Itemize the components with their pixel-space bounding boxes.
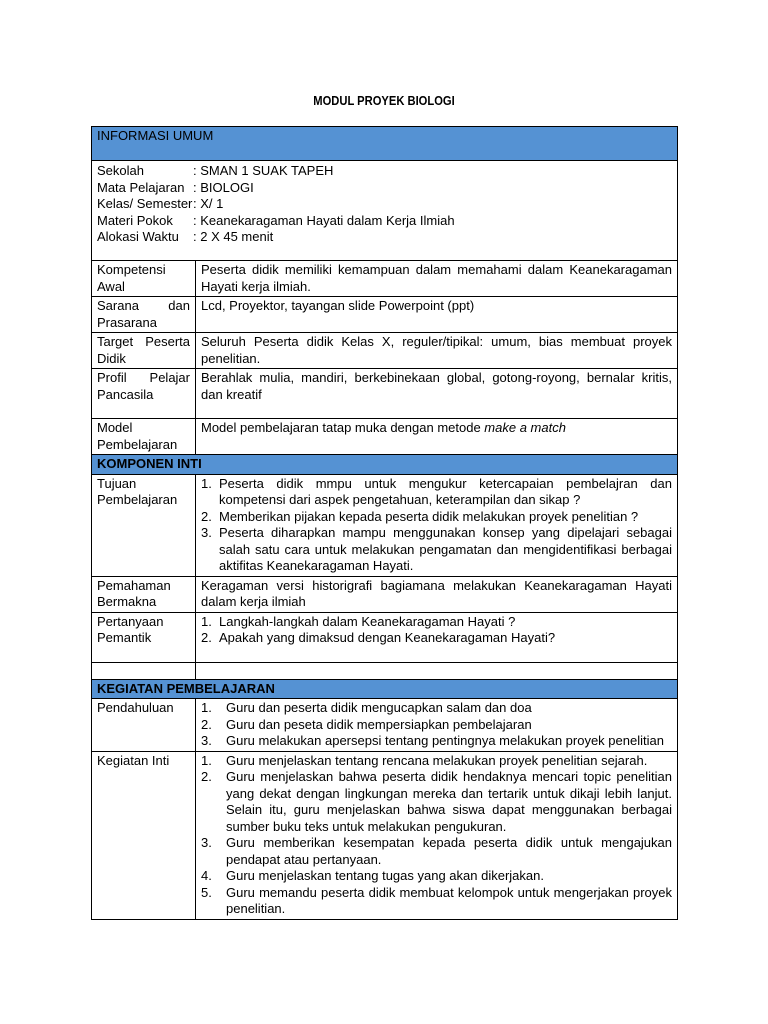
row-pemahaman — [92, 576, 678, 612]
empty-cell — [196, 662, 678, 679]
value-pemahaman: Keragaman versi historigrafi bagiamana melakukan Keanekaragaman Hayati dalam kerja ilmiah — [196, 576, 678, 612]
label-model: Model Pembelajaran — [92, 419, 196, 455]
value-model: Model pembelajaran tatap muka dengan metode make a match — [196, 419, 678, 455]
value-sarana: Lcd, Proyektor, tayangan slide Powerpoint (ppt) — [196, 297, 678, 333]
kegiatan-header: KEGIATAN PEMBELAJARAN — [92, 679, 678, 699]
list-item: 5. Guru memandu peserta didik membuat kelompok untuk mengerjakan proyek penelitian. — [201, 884, 672, 916]
label-pertanyaan: Pertanyaan Pemantik — [92, 612, 196, 662]
document-title: MODUL PROYEK BIOLOGI — [313, 93, 455, 108]
value-pertanyaan — [196, 612, 678, 662]
value-kompetensi-awal: Peserta didik memiliki kemampuan dalam memahami dalam Keanekaragaman Hayati kerja ilmiah. — [196, 261, 678, 297]
label-profil: Profil Pelajar Pancasila — [92, 369, 196, 419]
label-pemahaman: Pemahaman Bermakna — [92, 576, 196, 612]
info-umum-fields-row — [92, 161, 678, 261]
empty-cell — [92, 662, 196, 679]
value-target: Seluruh Peserta didik Kelas X, reguler/tipikal: umum, bias membuat proyek penelitian. — [196, 333, 678, 369]
value-kegiatan-inti — [196, 751, 678, 919]
row-kompetensi-awal — [92, 261, 678, 297]
row-target — [92, 333, 678, 369]
value-pendahuluan — [196, 699, 678, 752]
field-materi-pokok: Materi Pokok : Keanekaragaman Hayati dalam Kerja Ilmiah — [97, 212, 455, 228]
label-pendahuluan: Pendahuluan — [92, 699, 196, 752]
list-item: 2. Guru menjelaskan bahwa peserta didik hendaknya mencari topic penelitian yang dekat dengan lingkungan mereka dan tertarik untuk dikaji lebih lanjut. Selain itu, guru menjelaskan bahwa siswa dapat menggunakan berbagai sumber buku teks untuk melakukan pengukuran. — [201, 769, 672, 834]
label-sarana: Sarana dan Prasarana — [92, 297, 196, 333]
info-umum-header: INFORMASI UMUM — [92, 127, 678, 161]
list-item: 3. Peserta diharapkan mampu menggunakan konsep yang dipelajari sebagai salah satu cara untuk melakukan pengamatan dan mengidentifikasi berbagai aktifitas Keanekaragaman Hayati. — [201, 525, 672, 573]
list-item: 2. Apakah yang dimaksud dengan Keanekaragaman Hayati? — [201, 630, 556, 645]
list-item: 2. Memberikan pijakan kepada peserta didik melakukan proyek penelitian ? — [201, 508, 639, 524]
value-profil: Berahlak mulia, mandiri, berkebinekaan global, gotong-royong, bernalar kritis, dan kreatif — [196, 369, 678, 419]
row-tujuan — [92, 474, 678, 576]
value-tujuan — [196, 474, 678, 576]
row-sarana — [92, 297, 678, 333]
row-empty — [92, 662, 678, 679]
list-item: 1. Langkah-langkah dalam Keanekaragaman Hayati ? — [201, 613, 516, 629]
komponen-inti-header: KOMPONEN INTI — [92, 455, 678, 475]
field-sekolah: Sekolah : SMAN 1 SUAK TAPEH — [97, 163, 334, 178]
list-item: 3. Guru melakukan apersepsi tentang pentingnya melakukan proyek penelitian — [201, 733, 664, 748]
list-item: 1. Peserta didik mmpu untuk mengukur ketercapaian pembelajran dan kompetensi dari aspek pengetahuan, keterampilan dan sikap ? — [201, 475, 672, 507]
field-mata-pelajaran: Mata Pelajaran : BIOLOGI — [97, 179, 254, 195]
list-item: 2. Guru dan peseta didik mempersiapkan pembelajaran — [201, 716, 532, 732]
list-item: 3. Guru memberikan kesempatan kepada peserta didik untuk mengajukan pendapat atau pertanyaan. — [201, 835, 672, 867]
label-tujuan: Tujuan Pembelajaran — [92, 474, 196, 576]
list-item: 4. Guru menjelaskan tentang tugas yang akan dikerjakan. — [201, 868, 544, 883]
info-umum-header-row — [92, 127, 678, 161]
label-kegiatan-inti: Kegiatan Inti — [92, 751, 196, 919]
kegiatan-header-row — [92, 679, 678, 699]
row-pertanyaan — [92, 612, 678, 662]
row-model — [92, 419, 678, 455]
row-profil — [92, 369, 678, 419]
list-item: 1. Guru menjelaskan tentang rencana melakukan proyek penelitian sejarah. — [201, 752, 648, 768]
field-kelas-semester: Kelas/ Semester : X/ 1 — [97, 196, 224, 211]
row-pendahuluan — [92, 699, 678, 752]
field-alokasi-waktu: Alokasi Waktu : 2 X 45 menit — [97, 229, 274, 244]
label-target: Target Peserta Didik — [92, 333, 196, 369]
info-umum-fields — [92, 161, 678, 261]
list-item: 1. Guru dan peserta didik mengucapkan salam dan doa — [201, 700, 532, 715]
row-kegiatan-inti — [92, 751, 678, 919]
module-table — [91, 126, 678, 920]
label-kompetensi-awal: Kompetensi Awal — [92, 261, 196, 297]
komponen-inti-header-row — [92, 455, 678, 475]
